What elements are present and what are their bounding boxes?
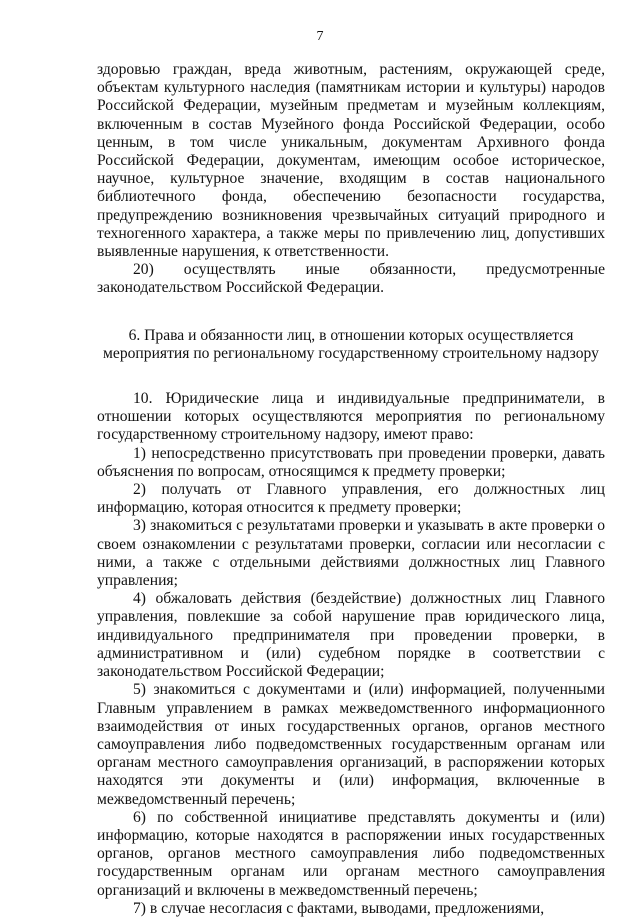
list-item: 5) знакомиться с документами и (или) информацией, полученными Главным управлением в рамках межведомственного информационного взаимодействия от иных государственных органов, органов местного самоуправления либо подведомственных государственным органам или органам местного самоуправления организаций, в распоряжении которых находятся эти документы и (или) информация, включенные в межведомственный перечень; <box>97 681 605 808</box>
document-body <box>97 61 605 918</box>
list-item: 3) знакомиться с результатами проверки и указывать в акте проверки о своем ознакомлении с результатами проверки, согласии или несогласии с ними, а также с отдельными действиями должностных лиц Главного управления; <box>97 517 605 590</box>
list-item: 7) в случае несогласия с фактами, выводами, предложениями, <box>133 899 545 917</box>
section-heading-line: мероприятия по региональному государственному строительному надзору <box>103 344 599 362</box>
section-heading-line: 6. Права и обязанности лиц, в отношении которых осуществляется <box>128 326 574 344</box>
list-item: 6) по собственной инициативе представлять документы и (или) информацию, которые находятся в распоряжении иных государственных органов, органов местного самоуправления либо подведомственных государственным органам или органам местного самоуправления организаций и включены в межведомственный перечень; <box>97 808 605 899</box>
list-item: 20) осуществлять иные обязанности, предусмотренные законодательством Российской Федерации. <box>97 261 605 297</box>
clause-intro: 10. Юридические лица и индивидуальные предприниматели, в отношении которых осуществляются мероприятия по региональному государственному строительному надзору, имеют право: <box>97 390 605 444</box>
list-item: 1) непосредственно присутствовать при проведении проверки, давать объяснения по вопросам, относящимся к предмету проверки; <box>97 444 605 480</box>
list-item: 2) получать от Главного управления, его должностных лиц информацию, которая относится к предмету проверки; <box>97 481 605 517</box>
list-item: 4) обжаловать действия (бездействие) должностных лиц Главного управления, повлекшие за собой нарушение прав юридического лица, индивидуального предпринимателя при проведении проверки, в административном и (или) судебном порядке в соответствии с законодательством Российской Федерации; <box>97 590 605 681</box>
page-number: 7 <box>316 29 324 44</box>
continuation-paragraph: здоровью граждан, вреда животным, растениям, окружающей среде, объектам культурного наследия (памятникам истории и культуры) народов Российской Федерации, музейным предметам и музейным коллекциям, включенным в состав Музейного фонда Российской Федерации, особо ценным, в том числе уникальным, документам Архивного фонда Российской Федерации, документам, имеющим особое историческое, научное, культурное значение, входящим в состав национального библиотечного фонда, обеспечению безопасности государства, предупреждению возникновения чрезвычайных ситуаций природного и техногенного характера, а также меры по привлечению лиц, допустивших выявленные нарушения, к ответственности. <box>97 61 605 261</box>
section-heading <box>97 327 605 363</box>
